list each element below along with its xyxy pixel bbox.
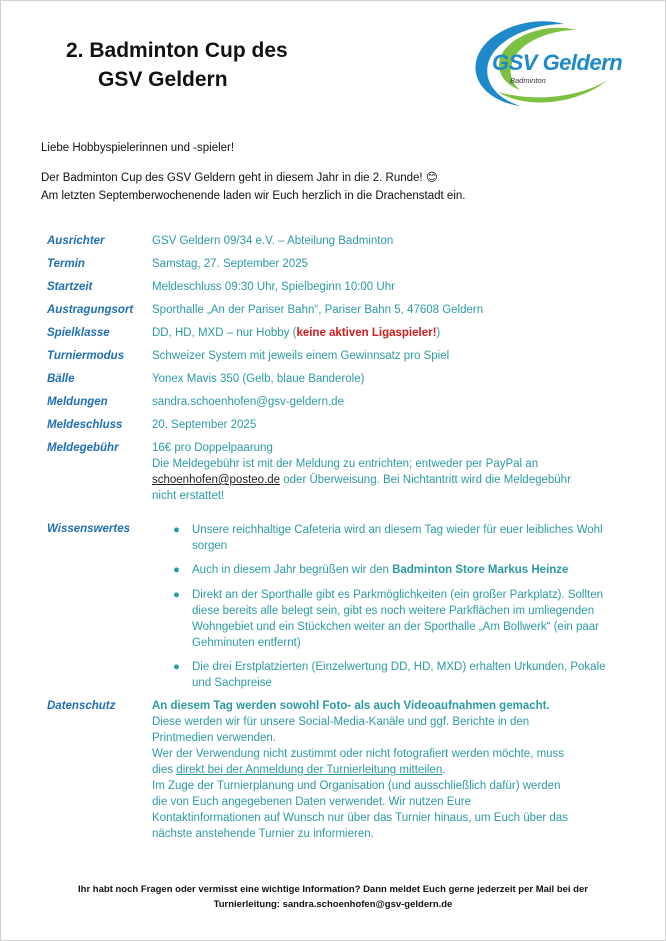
bullet-icon: ● [173, 524, 180, 536]
intro-line-2: Am letzten Septemberwochenende laden wir Euch herzlich in die Drachenstadt ein. [41, 190, 466, 202]
page-title [66, 36, 288, 94]
detail-value: Sporthalle „An der Pariser Bahn“, Pariser Bahn 5, 47608 Geldern [152, 304, 484, 316]
intro-line-1: Der Badminton Cup des GSV Geldern geht in diesem Jahr in die 2. Runde! 😊 [41, 172, 438, 184]
detail-label: Ausrichter [47, 235, 105, 247]
footer-line-2: Turnierleitung: sandra.schoenhofen@gsv-geldern.de [213, 899, 453, 910]
detail-label: Austragungsort [47, 304, 134, 316]
detail-value: Meldeschluss 09:30 Uhr, Spielbeginn 10:00 Uhr [152, 281, 395, 293]
detail-value: Samstag, 27. September 2025 [152, 258, 308, 270]
logo-text: GSV Geldern [492, 50, 623, 75]
detail-value: 20. September 2025 [152, 419, 257, 431]
title-line-1: 2. Badminton Cup des [66, 39, 288, 62]
title-line-2: GSV Geldern [98, 68, 228, 91]
list-item: ● Auch in diesem Jahr begrüßen wir den Badminton Store Markus Heinze [173, 564, 569, 576]
detail-label: Meldegebühr [47, 442, 119, 454]
list-item: ● Unsere reichhaltige Cafeteria wird an diesem Tag wieder für euer leibliches Wohl sorgen [173, 524, 603, 552]
gsv-logo [468, 18, 623, 110]
footer-line-1: Ihr habt noch Fragen oder vermisst eine wichtige Information? Dann meldet Euch gerne jederzeit per Mail bei der [78, 884, 588, 895]
bullet-icon: ● [173, 589, 180, 601]
detail-value: 16€ pro Doppelpaarung Die Meldegebühr ist mit der Meldung zu entrichten; entweder per PayPal an schoenhofen@posteo.de oder Überweisung. Bei Nichtantritt wird die Meldegebühr nicht erstattet! [152, 442, 571, 502]
contact-email[interactable]: sandra.schoenhofen@gsv-geldern.de [152, 396, 344, 408]
detail-label: Turniermodus [47, 350, 125, 362]
notice-link: direkt bei der Anmeldung der Turnierleitung mitteilen [176, 764, 443, 776]
detail-label: Meldungen [47, 396, 108, 408]
bullet-icon: ● [173, 564, 180, 576]
bullet-icon: ● [173, 661, 180, 673]
detail-label: Bälle [47, 373, 75, 385]
detail-value: DD, HD, MXD – nur Hobby (keine aktiven Ligaspieler!) [152, 327, 441, 339]
list-item: ● Die drei Erstplatzierten (Einzelwertung DD, HD, MXD) erhalten Urkunden, Pokale und Sachpreise [173, 661, 606, 689]
paypal-email-link[interactable]: schoenhofen@posteo.de [152, 474, 281, 486]
detail-label: Termin [47, 258, 85, 270]
detail-label: Datenschutz [47, 700, 116, 712]
detail-label: Meldeschluss [47, 419, 123, 431]
warning-text: keine aktiven Ligaspieler! [296, 327, 437, 339]
detail-value: Yonex Mavis 350 (Gelb, blaue Banderole) [152, 373, 365, 385]
list-item: ● Direkt an der Sporthalle gibt es Parkmöglichkeiten (ein großer Parkplatz). Sollten diese bereits alle belegt sein, gibt es noch weitere Parkflächen im umliegenden Wohngebiet und ein Stückchen weiter an der Sporthalle „Am Bollwerk“ (ein paar Gehminuten entfernt) [173, 589, 603, 649]
detail-label: Wissenswertes [47, 523, 130, 535]
detail-label: Startzeit [47, 281, 93, 293]
datenschutz-text: An diesem Tag werden sowohl Foto- als auch Videoaufnahmen gemacht. Diese werden wir für unsere Social-Media-Kanäle und ggf. Berichte in den Printmedien verwenden. Wer der Verwendung nicht zustimmt oder nicht fotografiert werden möchte, muss dies direkt bei der Anmeldung der Turnierleitung mitteilen. Im Zuge der Turnierplanung und Organisation (und ausschließlich dafür) werden die von Euch angegebenen Daten verwendet. Wir nutzen Eure Kontaktinformationen auf Wunsch nur über das Turnier hinaus, um Euch über das nächste anstehende Turnier zu informieren. [152, 700, 568, 840]
footer-note [30, 882, 636, 912]
greeting: Liebe Hobbyspielerinnen und -spieler! [41, 142, 235, 154]
detail-value: GSV Geldern 09/34 e.V. – Abteilung Badminton [152, 235, 394, 247]
detail-value: Schweizer System mit jeweils einem Gewinnsatz pro Spiel [152, 350, 450, 362]
logo-subtext: Badminton [510, 76, 546, 85]
detail-label: Spielklasse [47, 327, 110, 339]
